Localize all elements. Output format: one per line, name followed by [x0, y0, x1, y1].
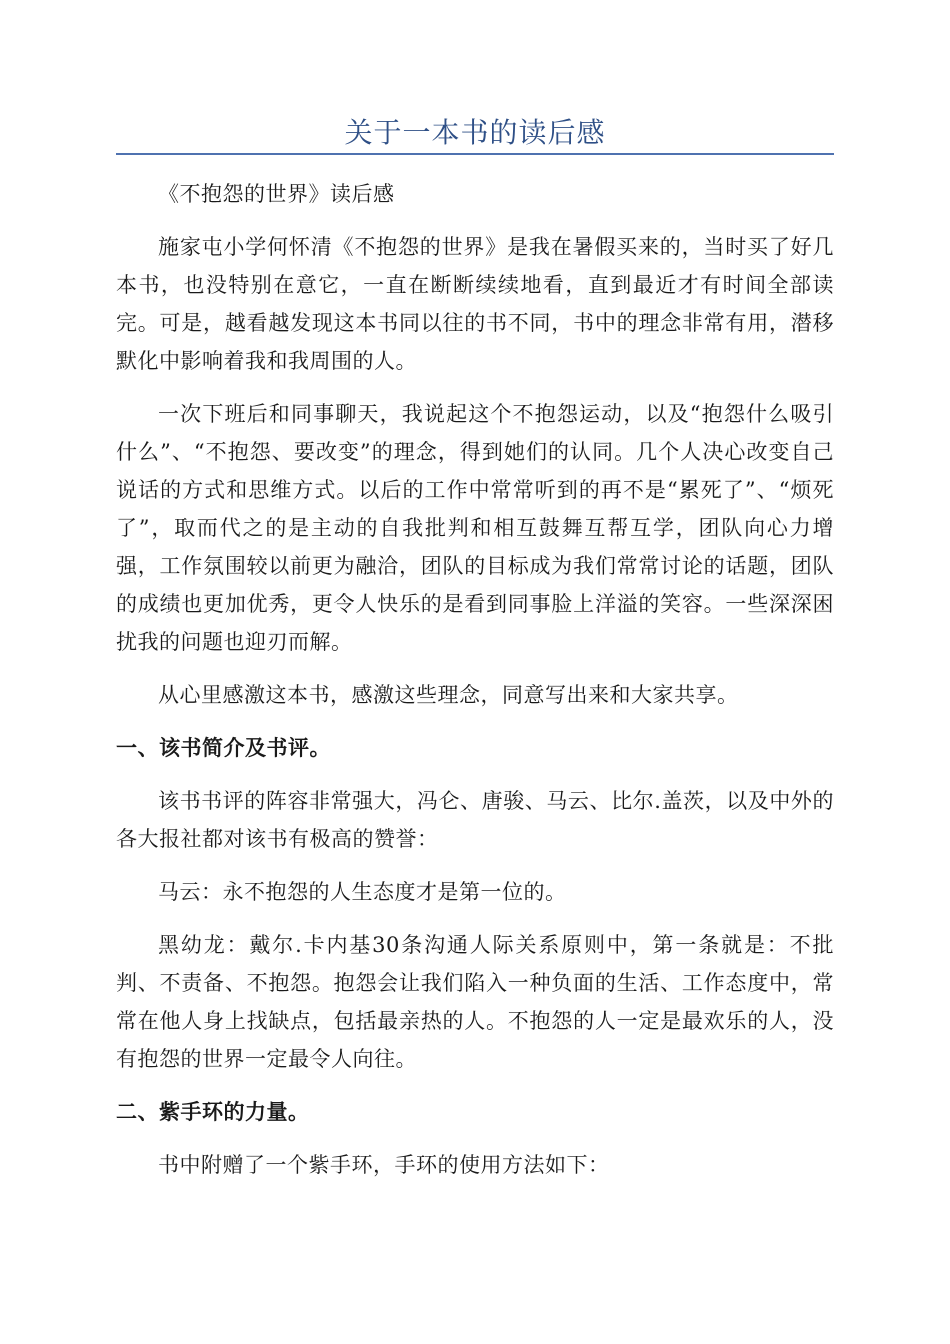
- subtitle-paragraph: 《不抱怨的世界》读后感: [158, 182, 395, 206]
- paragraph-intro: 施家屯小学何怀清《不抱怨的世界》是我在暑假买来的，当时买了好几本书，也没特别在意它，一直在断断续续地看，直到最近才有时间全部读完。可是，越看越发现这本书同以往的书不同，书中的理念非常有用，潜移默化中影响着我和我周围的人。: [116, 235, 834, 373]
- document-title: 关于一本书的读后感: [344, 116, 606, 149]
- paragraph-colleagues: 一次下班后和同事聊天，我说起这个不抱怨运动，以及“抱怨什么吸引什么”、“不抱怨、要改变”的理念，得到她们的认同。几个人决心改变自己说话的方式和思维方式。以后的工作中常常听到的再不是“累死了”、“烦死了”，取而代之的是主动的自我批判和相互鼓舞互帮互学，团队向心力增强，工作氛围较以前更为融洽，团队的目标成为我们常常讨论的话题，团队的成绩也更加优秀，更令人快乐的是看到同事脸上洋溢的笑容。一些深深困扰我的问题也迎刃而解。: [116, 402, 834, 654]
- title-underline: [116, 153, 834, 155]
- paragraph-quote-mayun: 马云：永不抱怨的人生态度才是第一位的。: [158, 880, 567, 904]
- section-heading-2: 二、紫手环的力量。: [116, 1099, 310, 1124]
- paragraph-reviews: 该书书评的阵容非常强大，冯仑、唐骏、马云、比尔.盖茨，以及中外的各大报社都对该书有极高的赞誉：: [116, 789, 834, 851]
- paragraph-gratitude: 从心里感激这本书，感激这些理念，同意写出来和大家共享。: [158, 683, 739, 707]
- section-heading-1: 一、该书简介及书评。: [116, 735, 331, 760]
- paragraph-quote-heiyoulong: 黑幼龙：戴尔.卡内基30条沟通人际关系原则中，第一条就是：不批判、不责备、不抱怨。抱怨会让我们陷入一种负面的生活、工作态度中，常常在他人身上找缺点，包括最亲热的人。不抱怨的人一定是最欢乐的人，没有抱怨的世界一定最令人向往。: [116, 933, 834, 1071]
- paragraph-bracelet: 书中附赠了一个紫手环，手环的使用方法如下：: [158, 1153, 610, 1177]
- document-body: [116, 175, 834, 1199]
